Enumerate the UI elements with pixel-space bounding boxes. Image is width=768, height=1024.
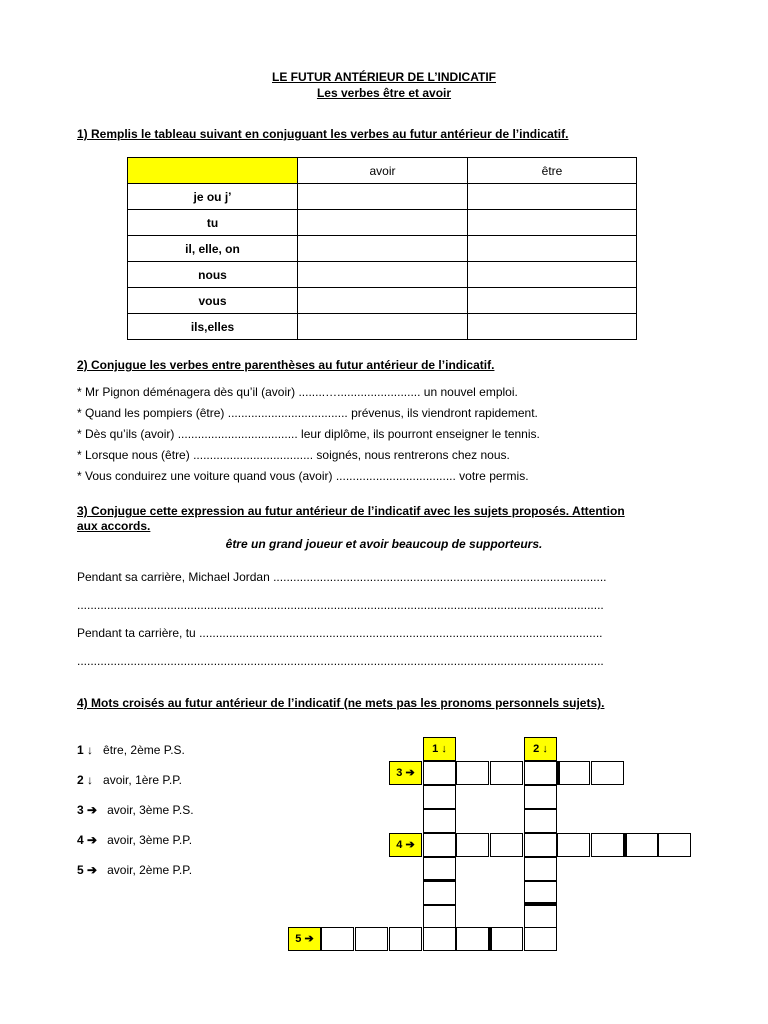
exercise2-instruction: 2) Conjugue les verbes entre parenthèses au futur antérieur de l’indicatif. bbox=[77, 358, 495, 372]
exercise3-instruction-line2: aux accords. bbox=[77, 519, 151, 533]
crossword-label-3: 3 ➔ bbox=[389, 761, 422, 785]
arrow-down-icon: ↓ bbox=[87, 773, 94, 787]
crossword-cell[interactable] bbox=[591, 761, 624, 785]
pronoun-cell: je ou j’ bbox=[128, 184, 298, 210]
clue-text: avoir, 2ème P.P. bbox=[107, 863, 193, 877]
clue-number: 4 bbox=[77, 833, 84, 847]
answer-cell-etre[interactable] bbox=[468, 262, 637, 288]
pronoun-cell: il, elle, on bbox=[128, 236, 298, 262]
exercise1-instruction: 1) Remplis le tableau suivant en conjuguant les verbes au futur antérieur de l’indicatif. bbox=[77, 127, 569, 141]
clue-number: 5 bbox=[77, 863, 84, 877]
answer-cell-avoir[interactable] bbox=[298, 184, 468, 210]
exercise3-instruction-line1: 3) Conjugue cette expression au futur antérieur de l’indicatif avec les sujets proposés. Attention bbox=[77, 504, 625, 518]
answer-line: .............................................................................................................................................................. bbox=[77, 654, 604, 668]
crossword-label-5: 5 ➔ bbox=[288, 927, 321, 951]
crossword-cell[interactable] bbox=[658, 833, 691, 857]
word-separator bbox=[488, 927, 492, 951]
answer-cell-avoir[interactable] bbox=[298, 314, 468, 340]
answer-cell-etre[interactable] bbox=[468, 184, 637, 210]
sentence: * Mr Pignon déménagera dès qu’il (avoir) ........…......................... un nouvel emploi. bbox=[77, 385, 518, 399]
crossword-cell[interactable] bbox=[423, 881, 456, 905]
crossword-cell[interactable] bbox=[456, 833, 489, 857]
clue-5 bbox=[77, 863, 192, 877]
sentence: * Vous conduirez une voiture quand vous (avoir) .................................... votre permis. bbox=[77, 469, 529, 483]
crossword-cell[interactable] bbox=[423, 857, 456, 881]
page-title: LE FUTUR ANTÉRIEUR DE L’INDICATIF bbox=[272, 70, 496, 84]
word-separator bbox=[423, 879, 456, 882]
crossword-cell[interactable] bbox=[524, 809, 557, 833]
arrow-down-icon: ↓ bbox=[87, 743, 94, 757]
table-header-corner bbox=[128, 158, 298, 184]
word-separator bbox=[524, 902, 557, 905]
clue-number: 3 bbox=[77, 803, 84, 817]
crossword-label-1: 1 ↓ bbox=[423, 737, 456, 761]
answer-line: .............................................................................................................................................................. bbox=[77, 598, 604, 612]
arrow-right-icon: ➔ bbox=[87, 803, 98, 817]
crossword-cell[interactable] bbox=[557, 833, 590, 857]
answer-line: Pendant ta carrière, tu ......................................................................................................................... bbox=[77, 626, 603, 640]
crossword-cell[interactable] bbox=[423, 809, 456, 833]
clue-text: avoir, 3ème P.P. bbox=[107, 833, 193, 847]
clue-text: être, 2ème P.S. bbox=[103, 743, 185, 757]
answer-cell-avoir[interactable] bbox=[298, 236, 468, 262]
pronoun-cell: tu bbox=[128, 210, 298, 236]
crossword-cell[interactable] bbox=[423, 927, 456, 951]
column-header-avoir: avoir bbox=[298, 158, 468, 184]
crossword-cell[interactable] bbox=[591, 833, 624, 857]
pronoun-cell: ils,elles bbox=[128, 314, 298, 340]
clue-number: 2 bbox=[77, 773, 84, 787]
crossword-cell[interactable] bbox=[524, 785, 557, 809]
answer-cell-etre[interactable] bbox=[468, 288, 637, 314]
arrow-right-icon: ➔ bbox=[87, 833, 98, 847]
crossword-cell[interactable] bbox=[456, 761, 489, 785]
crossword-label-4: 4 ➔ bbox=[389, 833, 422, 857]
sentence: * Lorsque nous (être) .................................... soignés, nous rentrerons chez nous. bbox=[77, 448, 510, 462]
crossword-cell[interactable] bbox=[490, 927, 523, 951]
crossword-label-2: 2 ↓ bbox=[524, 737, 557, 761]
clue-2 bbox=[77, 773, 182, 787]
page-subtitle: Les verbes être et avoir bbox=[316, 86, 452, 100]
expression: être un grand joueur et avoir beaucoup de supporteurs. bbox=[225, 537, 543, 551]
crossword-cell[interactable] bbox=[389, 927, 422, 951]
pronoun-cell: nous bbox=[128, 262, 298, 288]
conjugation-table bbox=[127, 157, 637, 340]
answer-cell-avoir[interactable] bbox=[298, 262, 468, 288]
clue-text: avoir, 1ère P.P. bbox=[103, 773, 182, 787]
word-separator bbox=[623, 833, 627, 857]
sentence: * Dès qu’ils (avoir) .................................... leur diplôme, ils pourront enseigner le tennis. bbox=[77, 427, 540, 441]
clue-1 bbox=[77, 743, 185, 757]
column-header-etre: être bbox=[468, 158, 637, 184]
crossword-cell[interactable] bbox=[557, 761, 590, 785]
crossword-cell[interactable] bbox=[625, 833, 658, 857]
pronoun-cell: vous bbox=[128, 288, 298, 314]
crossword-cell[interactable] bbox=[423, 833, 456, 857]
arrow-right-icon: ➔ bbox=[87, 863, 98, 877]
clue-text: avoir, 3ème P.S. bbox=[107, 803, 194, 817]
crossword-cell[interactable] bbox=[355, 927, 388, 951]
crossword-cell[interactable] bbox=[524, 761, 557, 785]
crossword-cell[interactable] bbox=[423, 785, 456, 809]
word-separator bbox=[556, 761, 560, 785]
answer-cell-avoir[interactable] bbox=[298, 210, 468, 236]
crossword-cell[interactable] bbox=[490, 761, 523, 785]
answer-cell-etre[interactable] bbox=[468, 314, 637, 340]
exercise4-instruction: 4) Mots croisés au futur antérieur de l’indicatif (ne mets pas les pronoms personnels sujets). bbox=[77, 696, 605, 710]
answer-cell-etre[interactable] bbox=[468, 210, 637, 236]
crossword-cell[interactable] bbox=[524, 857, 557, 881]
clue-4 bbox=[77, 833, 192, 847]
sentence: * Quand les pompiers (être) .................................... prévenus, ils viendront rapidement. bbox=[77, 406, 538, 420]
answer-cell-etre[interactable] bbox=[468, 236, 637, 262]
crossword-cell[interactable] bbox=[524, 927, 557, 951]
answer-line: Pendant sa carrière, Michael Jordan .................................................................................................... bbox=[77, 570, 607, 584]
answer-cell-avoir[interactable] bbox=[298, 288, 468, 314]
clue-number: 1 bbox=[77, 743, 84, 757]
crossword-cell[interactable] bbox=[524, 833, 557, 857]
crossword-cell[interactable] bbox=[423, 761, 456, 785]
crossword-cell[interactable] bbox=[423, 905, 456, 929]
clue-3 bbox=[77, 803, 194, 817]
crossword-cell[interactable] bbox=[456, 927, 489, 951]
crossword-cell[interactable] bbox=[321, 927, 354, 951]
crossword-cell[interactable] bbox=[524, 905, 557, 929]
crossword-cell[interactable] bbox=[490, 833, 523, 857]
